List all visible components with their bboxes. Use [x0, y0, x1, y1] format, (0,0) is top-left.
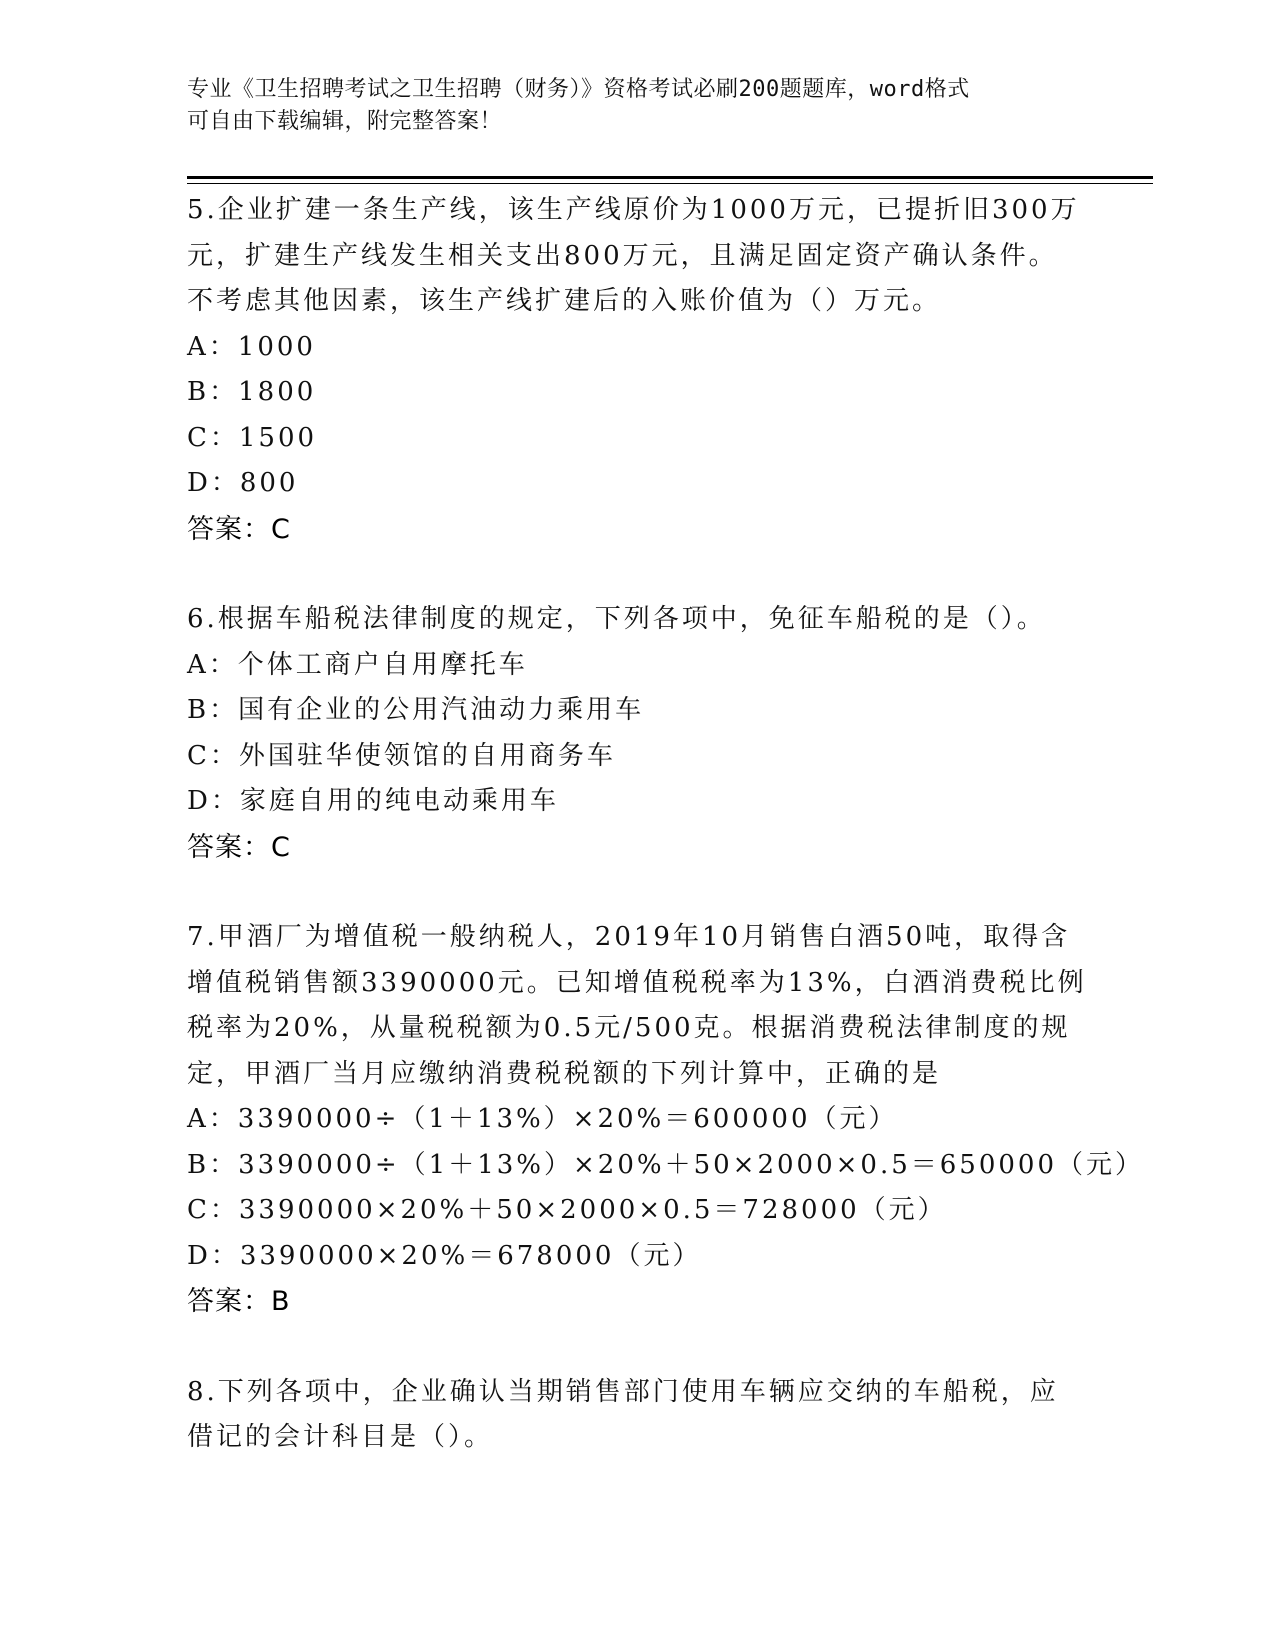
question-stem-line: 借记的会计科目是（）。	[187, 1422, 494, 1452]
question-stem-line: 定，甲酒厂当月应缴纳消费税税额的下列计算中，正确的是	[187, 1058, 942, 1089]
option-b: B：国有企业的公用汽油动力乘用车	[187, 695, 645, 725]
question-stem-line: 7.甲酒厂为增值税一般纳税人，2019年10月销售白酒50吨，取得含	[187, 922, 1071, 952]
option-a: A：个体工商户自用摩托车	[187, 649, 528, 680]
header-divider-thick	[187, 176, 1153, 179]
option-d: D：家庭自用的纯电动乘用车	[187, 786, 559, 816]
option-a: A：1000	[187, 331, 316, 362]
header-line: 可自由下载编辑，附完整答案！	[187, 109, 503, 134]
question-8	[187, 1370, 1087, 1461]
question-stem-line: 6.根据车船税法律制度的规定，下列各项中，免征车船税的是（）。	[187, 604, 1046, 634]
question-stem-line: 8.下列各项中，企业确认当期销售部门使用车辆应交纳的车船税，应	[187, 1376, 1059, 1407]
option-a: A：3390000÷（1＋13%）×20%＝600000（元）	[187, 1104, 898, 1134]
question-stem-line: 税率为20%，从量税税额为0.5元/500克。根据消费税法律制度的规	[187, 1013, 1071, 1043]
answer: 答案：C	[187, 831, 291, 863]
header-divider-thin	[187, 183, 1153, 184]
option-d: D：3390000×20%＝678000（元）	[187, 1240, 702, 1271]
question-7	[187, 915, 1145, 1325]
question-stem-line: 增值税销售额3390000元。已知增值税税率为13%，白酒消费税比例	[187, 967, 1087, 998]
question-list	[187, 188, 1145, 1506]
option-c: C：3390000×20%＋50×2000×0.5＝728000（元）	[187, 1195, 947, 1225]
answer: 答案：B	[187, 1286, 291, 1317]
option-c: C：外国驻华使领馆的自用商务车	[187, 740, 616, 771]
document-header	[187, 74, 1067, 138]
answer: 答案：C	[187, 513, 291, 545]
question-stem-line: 不考虑其他因素，该生产线扩建后的入账价值为（）万元。	[187, 286, 942, 316]
question-stem-line: 5.企业扩建一条生产线，该生产线原价为1000万元，已提折旧300万	[187, 195, 1080, 225]
option-b: B：1800	[187, 377, 317, 407]
option-b: B：3390000÷（1＋13%）×20%＋50×2000×0.5＝650000（元）	[187, 1149, 1145, 1180]
option-d: D：800	[187, 468, 299, 498]
option-c: C：1500	[187, 422, 318, 453]
question-6	[187, 597, 1087, 870]
question-stem-line: 元，扩建生产线发生相关支出800万元，且满足固定资产确认条件。	[187, 240, 1058, 271]
question-5	[187, 188, 1087, 552]
header-line: 专业《卫生招聘考试之卫生招聘（财务）》资格考试必刷200题题库，word格式	[187, 77, 970, 102]
